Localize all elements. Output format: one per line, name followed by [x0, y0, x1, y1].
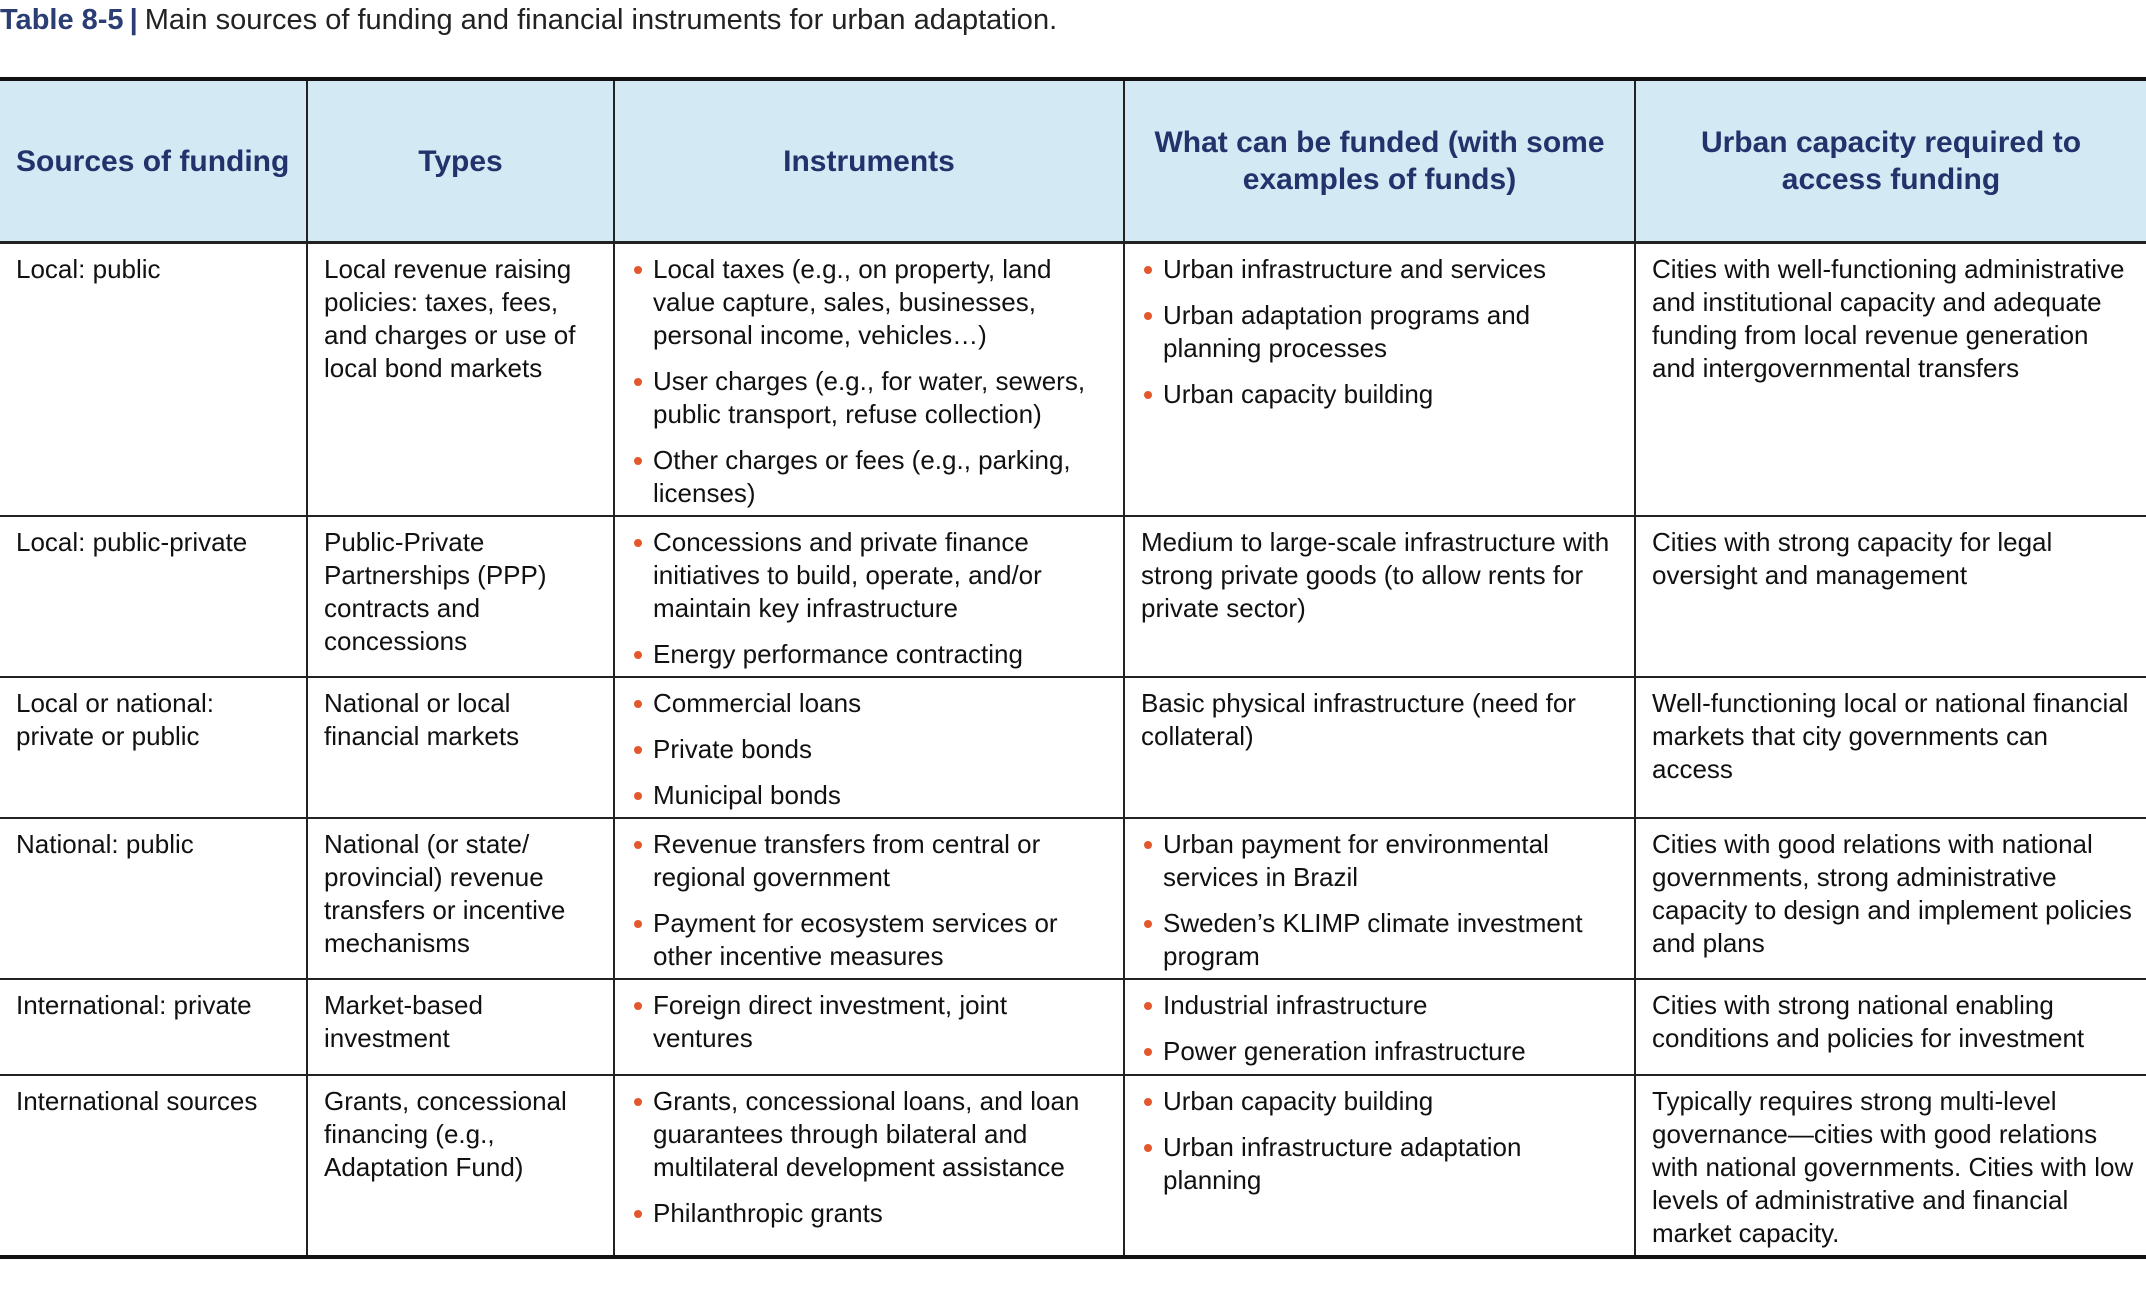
- cell-capacity: Typically requires strong multi-level governance—cities with good relations with national governments. Cities with low levels of administrative and financial market capacity.: [1652, 1086, 2134, 1248]
- header-urban-capacity: Urban capacity required to access funding: [1635, 79, 2146, 243]
- list-item: Urban infrastructure and services: [1141, 253, 1622, 286]
- list-item: Urban capacity building: [1141, 378, 1622, 411]
- list-item: Foreign direct investment, joint ventures: [631, 989, 1111, 1055]
- list-item: Commercial loans: [631, 687, 1111, 720]
- header-what-can-be-funded: What can be funded (with some examples of funds): [1124, 79, 1635, 243]
- cell-source: National: public: [0, 818, 307, 979]
- table-row: [0, 1075, 2146, 1257]
- list-item: Sweden’s KLIMP climate investment program: [1141, 907, 1622, 973]
- cell-source: International: private: [0, 979, 307, 1075]
- cell-source: Local or national: private or public: [0, 677, 307, 818]
- header-sources: Sources of funding: [0, 79, 307, 243]
- caption-separator: |: [129, 4, 138, 36]
- cell-instruments: [614, 243, 1124, 517]
- cell-capacity: Cities with strong national enabling conditions and policies for investment: [1635, 979, 2146, 1075]
- cell-instruments: [614, 979, 1124, 1075]
- list-item: User charges (e.g., for water, sewers, public transport, refuse collection): [631, 365, 1111, 431]
- cell-funded: [1124, 243, 1635, 517]
- table-row: [0, 818, 2146, 979]
- list-item: Local taxes (e.g., on property, land value capture, sales, businesses, personal income, vehicles…): [631, 253, 1111, 352]
- table-row: [0, 516, 2146, 677]
- cell-types: Local revenue raising policies: taxes, fees, and charges or use of local bond markets: [307, 243, 614, 517]
- list-item: Grants, concessional loans, and loan guarantees through bilateral and multilateral development assistance: [631, 1085, 1111, 1184]
- cell-funded: [1124, 818, 1635, 979]
- cell-capacity: Cities with good relations with national governments, strong administrative capacity to design and implement policies and plans: [1635, 818, 2146, 979]
- list-item: Power generation infrastructure: [1141, 1035, 1622, 1068]
- cell-source: Local: public: [0, 243, 307, 517]
- table-caption: [0, 2, 1057, 38]
- header-instruments: Instruments: [614, 79, 1124, 243]
- cell-funded: [1124, 1075, 1635, 1257]
- list-item: Industrial infrastructure: [1141, 989, 1622, 1022]
- cell-funded: Medium to large-scale infrastructure with strong private goods (to allow rents for private sector): [1124, 516, 1635, 677]
- cell-types: Market-based investment: [307, 979, 614, 1075]
- cell-instruments: [614, 1075, 1124, 1257]
- list-item: Philanthropic grants: [631, 1197, 1111, 1230]
- cell-instruments: [614, 818, 1124, 979]
- cell-instruments: [614, 677, 1124, 818]
- cell-instruments: [614, 516, 1124, 677]
- list-item: Other charges or fees (e.g., parking, licenses): [631, 444, 1111, 510]
- list-item: Urban payment for environmental services in Brazil: [1141, 828, 1622, 894]
- cell-capacity: Cities with well-functioning administrative and institutional capacity and adequate funding from local revenue generation and intergovernmental transfers: [1635, 243, 2146, 517]
- table-row: [0, 243, 2146, 517]
- list-item: Urban adaptation programs and planning processes: [1141, 299, 1622, 365]
- list-item: Concessions and private finance initiatives to build, operate, and/or maintain key infrastructure: [631, 526, 1111, 625]
- cell-funded: [1124, 979, 1635, 1075]
- list-item: Private bonds: [631, 733, 1111, 766]
- list-item: Urban capacity building: [1141, 1085, 1622, 1118]
- funding-table: [0, 77, 2146, 1259]
- list-item: Revenue transfers from central or regional government: [631, 828, 1111, 894]
- cell-funded: Basic physical infrastructure (need for collateral): [1124, 677, 1635, 818]
- cell-types: Public-Private Partnerships (PPP) contracts and concessions: [307, 516, 614, 677]
- table-title: Main sources of funding and financial instruments for urban adaptation.: [144, 4, 1058, 36]
- cell-types: National or local financial markets: [307, 677, 614, 818]
- list-item: Urban infrastructure adaptation planning: [1141, 1131, 1622, 1197]
- cell-capacity: Cities with strong capacity for legal oversight and management: [1635, 516, 2146, 677]
- table-label: Table 8-5: [0, 4, 124, 36]
- table-row: [0, 979, 2146, 1075]
- list-item: Payment for ecosystem services or other incentive measures: [631, 907, 1111, 973]
- header-row: [0, 79, 2146, 243]
- header-types: Types: [307, 79, 614, 243]
- list-item: Energy performance contracting: [631, 638, 1111, 671]
- table-row: [0, 677, 2146, 818]
- cell-source: Local: public-private: [0, 516, 307, 677]
- cell-types: Grants, concessional financing (e.g., Adaptation Fund): [307, 1075, 614, 1257]
- cell-source: International sources: [0, 1075, 307, 1257]
- cell-types: National (or state/ provincial) revenue transfers or incentive mechanisms: [307, 818, 614, 979]
- list-item: Municipal bonds: [631, 779, 1111, 812]
- cell-capacity: Well-functioning local or national financial markets that city governments can access: [1635, 677, 2146, 818]
